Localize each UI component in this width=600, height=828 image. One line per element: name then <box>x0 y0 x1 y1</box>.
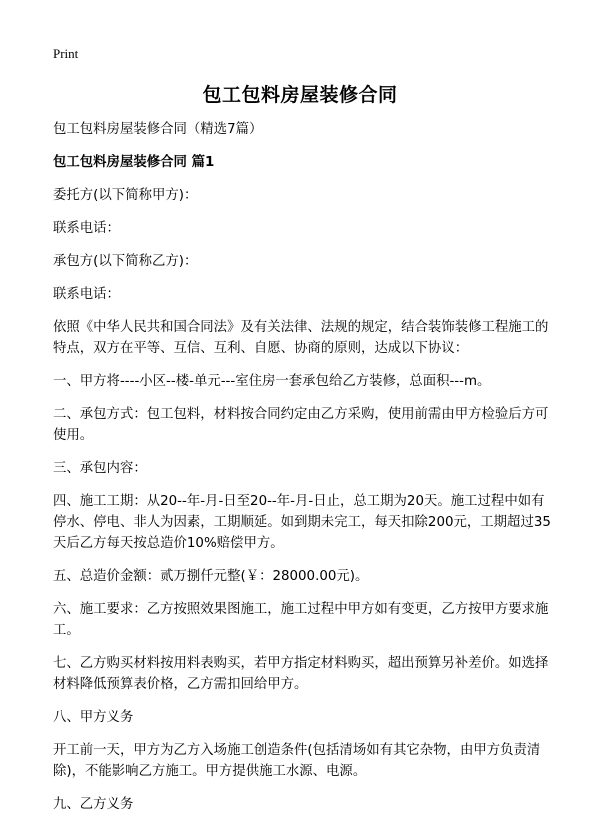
document-title: 包工包料房屋装修合同 <box>202 84 398 106</box>
paragraph-client-phone: 联系电话： <box>53 221 120 236</box>
clause-3: 三、承包内容： <box>53 461 147 476</box>
clause-8-heading: 八、甲方义务 <box>53 710 134 725</box>
paragraph-client: 委托方(以下简称甲方)： <box>53 188 198 203</box>
document-body <box>53 119 553 827</box>
paragraph-subtitle: 包工包料房屋装修合同（精选7篇） <box>53 122 263 137</box>
paragraph-contractor-phone: 联系电话： <box>53 287 120 302</box>
clause-8-body: 开工前一天，甲方为乙方入场施工创造条件(包括清场如有其它杂物，由甲方负责清除)，不能影响乙方施工。甲方提供施工水源、电源。 <box>53 743 541 779</box>
clause-6: 六、施工要求：乙方按照效果图施工，施工过程中甲方如有变更，乙方按甲方要求施工。 <box>53 602 549 638</box>
clause-4: 四、施工工期：从20--年-月-日至20--年-月-日止，总工期为20天。施工过程中如有停水、停电、非人为因素，工期顺延。如到期未完工，每天扣除200元，工期超过35天后乙方每天按总造价10%赔偿甲方。 <box>53 494 551 551</box>
clause-9-heading: 九、乙方义务 <box>53 797 134 812</box>
clause-7: 七、乙方购买材料按用料表购买，若甲方指定材料购买，超出预算另补差价。如选择材料降低预算表价格，乙方需扣回给甲方。 <box>53 656 549 692</box>
clause-5: 五、总造价金额：贰万捌仟元整(￥：28000.00元)。 <box>53 569 369 584</box>
paragraph-contractor: 承包方(以下简称乙方)： <box>53 254 198 269</box>
clause-1: 一、甲方将----小区--楼-单元---室住房一套承包给乙方装修，总面积---m。 <box>53 374 491 389</box>
paragraph-preamble: 依照《中华人民共和国合同法》及有关法律、法规的规定，结合装饰装修工程施工的特点，双方在平等、互信、互利、自愿、协商的原则，达成以下协议： <box>53 320 549 356</box>
print-link[interactable]: Print <box>53 46 79 61</box>
section-heading: 包工包料房屋装修合同 篇1 <box>53 155 215 170</box>
clause-2: 二、承包方式：包工包料，材料按合同约定由乙方采购，使用前需由甲方检验后方可使用。 <box>53 407 549 443</box>
